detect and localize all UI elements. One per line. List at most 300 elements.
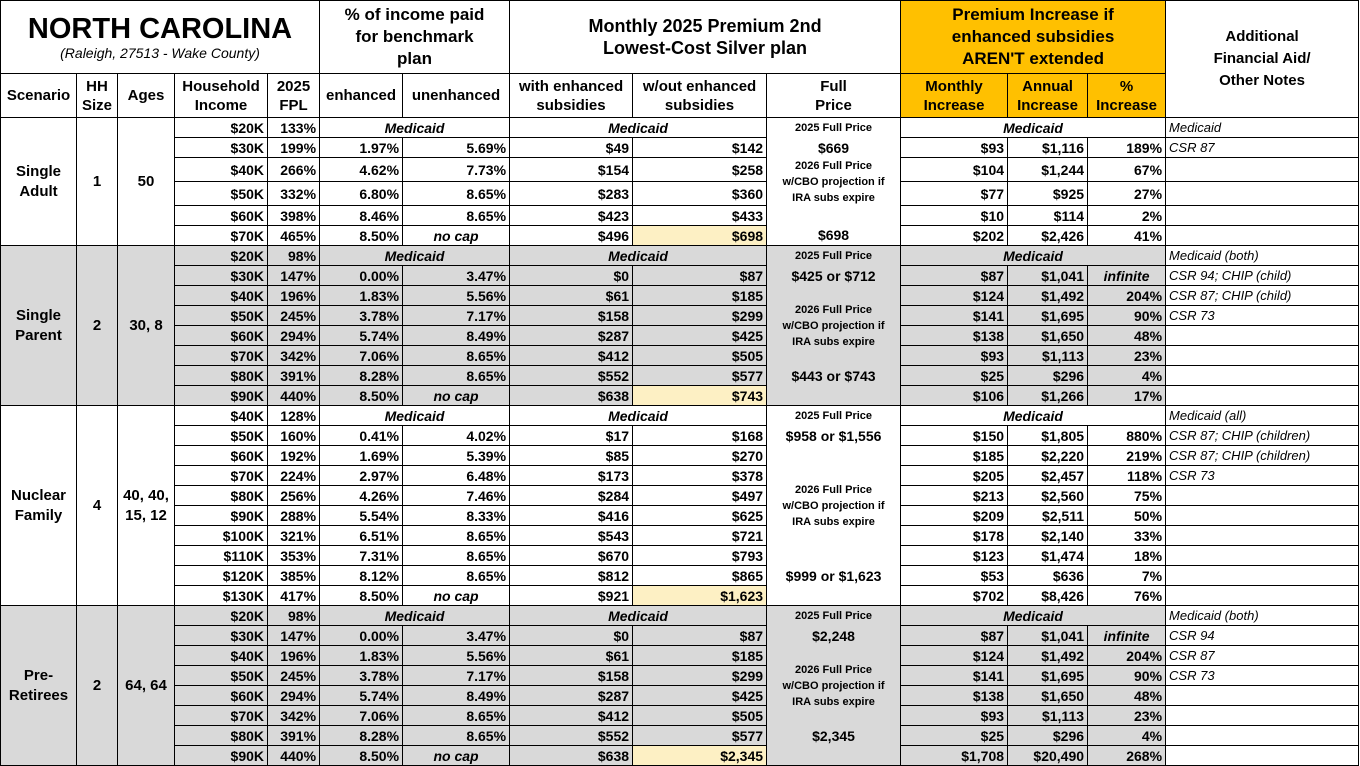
fpl-percent: 128% [268,406,320,426]
household-income: $20K [175,246,268,266]
unenhanced-pct: 8.33% [403,506,510,526]
annual-increase: $1,695 [1008,666,1088,686]
monthly-increase: $702 [901,586,1008,606]
note-cell: CSR 87; CHIP (children) [1166,426,1359,446]
location-subtitle: (Raleigh, 27513 - Wake County) [60,45,260,61]
household-income: $40K [175,406,268,426]
premium-without-enhanced: $625 [633,506,767,526]
table-row [1,566,1359,586]
premium-without-enhanced: $378 [633,466,767,486]
fpl-percent: 196% [268,286,320,306]
annual-increase: $636 [1008,566,1088,586]
col-hh-size: HH Size [77,74,118,118]
col-scenario: Scenario [1,74,77,118]
note-cell: CSR 87 [1166,646,1359,666]
full-price-2026-value: $999 or $1,623 [767,566,901,586]
unenhanced-pct: 3.47% [403,626,510,646]
unenhanced-pct: 8.65% [403,546,510,566]
enhanced-pct: 5.74% [320,326,403,346]
fpl-percent: 321% [268,526,320,546]
premium-without-enhanced: $142 [633,138,767,158]
medicaid-label: Medicaid [320,606,510,626]
household-income: $70K [175,346,268,366]
note-cell: CSR 94; CHIP (child) [1166,266,1359,286]
fpl-percent: 440% [268,746,320,766]
unenhanced-pct: 7.46% [403,486,510,506]
col-enhanced: enhanced [320,74,403,118]
table-row [1,666,1359,686]
full-price-2026-label: 2026 Full Price w/CBO projection if IRA subs expire [767,646,901,726]
household-income: $80K [175,486,268,506]
enhanced-pct: 7.06% [320,346,403,366]
premium-without-enhanced: $698 [633,226,767,246]
household-income: $90K [175,506,268,526]
unenhanced-pct: no cap [403,386,510,406]
monthly-increase: $202 [901,226,1008,246]
household-income: $70K [175,226,268,246]
premium-with-enhanced: $158 [510,306,633,326]
premium-with-enhanced: $670 [510,546,633,566]
col-unenhanced: unenhanced [403,74,510,118]
table-row [1,466,1359,486]
note-cell [1166,326,1359,346]
unenhanced-pct: 8.65% [403,726,510,746]
ages: 50 [118,118,175,246]
premium-without-enhanced: $865 [633,566,767,586]
enhanced-pct: 6.80% [320,182,403,206]
enhanced-pct: 0.41% [320,426,403,446]
table-row [1,366,1359,386]
fpl-percent: 245% [268,306,320,326]
enhanced-pct: 8.46% [320,206,403,226]
table-row [1,506,1359,526]
scenario-label: Nuclear Family [1,406,77,606]
fpl-percent: 192% [268,446,320,466]
pct-increase: 880% [1088,426,1166,446]
fpl-percent: 147% [268,626,320,646]
premium-with-enhanced: $173 [510,466,633,486]
table-row [1,486,1359,506]
unenhanced-pct: 5.39% [403,446,510,466]
annual-increase: $2,140 [1008,526,1088,546]
unenhanced-pct: no cap [403,586,510,606]
premium-with-enhanced: $0 [510,266,633,286]
fpl-percent: 332% [268,182,320,206]
unenhanced-pct: no cap [403,746,510,766]
note-cell: CSR 87 [1166,138,1359,158]
enhanced-pct: 1.83% [320,646,403,666]
household-income: $60K [175,206,268,226]
fpl-percent: 160% [268,426,320,446]
full-price-2026-value [767,746,901,766]
household-income: $70K [175,706,268,726]
premium-without-enhanced: $185 [633,646,767,666]
unenhanced-pct: 8.65% [403,346,510,366]
col-ages: Ages [118,74,175,118]
pct-increase: 219% [1088,446,1166,466]
pct-increase: 189% [1088,138,1166,158]
unenhanced-pct: 8.65% [403,366,510,386]
monthly-increase: $138 [901,326,1008,346]
monthly-increase: $1,708 [901,746,1008,766]
annual-increase: $1,244 [1008,158,1088,182]
medicaid-label: Medicaid [901,118,1166,138]
note-cell [1166,506,1359,526]
premium-with-enhanced: $812 [510,566,633,586]
table-row [1,626,1359,646]
enhanced-pct: 8.50% [320,586,403,606]
pct-increase: 27% [1088,182,1166,206]
fpl-percent: 147% [268,266,320,286]
col-with-enhanced: with enhanced subsidies [510,74,633,118]
pct-increase: 50% [1088,506,1166,526]
table-row [1,326,1359,346]
note-cell [1166,158,1359,182]
premium-without-enhanced: $270 [633,446,767,466]
unenhanced-pct: 3.47% [403,266,510,286]
table-row [1,526,1359,546]
note-cell [1166,686,1359,706]
note-cell: CSR 94 [1166,626,1359,646]
premium-without-enhanced: $505 [633,706,767,726]
enhanced-pct: 7.06% [320,706,403,726]
unenhanced-pct: 8.65% [403,566,510,586]
premium-without-enhanced: $360 [633,182,767,206]
household-income: $40K [175,646,268,666]
monthly-increase: $10 [901,206,1008,226]
enhanced-pct: 4.62% [320,158,403,182]
pct-increase: 33% [1088,526,1166,546]
col-full-price: Full Price [767,74,901,118]
note-cell: Medicaid [1166,118,1359,138]
col-income: Household Income [175,74,268,118]
pct-increase: infinite [1088,626,1166,646]
fpl-percent: 256% [268,486,320,506]
fpl-percent: 224% [268,466,320,486]
full-price-2026-value [767,386,901,406]
fpl-percent: 196% [268,646,320,666]
table-row [1,546,1359,566]
annual-increase: $1,492 [1008,646,1088,666]
scenario-label: Single Parent [1,246,77,406]
annual-increase: $2,511 [1008,506,1088,526]
full-price-2025-value: $958 or $1,556 [767,426,901,446]
unenhanced-pct: 7.17% [403,666,510,686]
household-income: $50K [175,426,268,446]
medicaid-label: Medicaid [901,606,1166,626]
note-cell [1166,226,1359,246]
household-income: $80K [175,726,268,746]
medicaid-label: Medicaid [510,406,767,426]
premium-with-enhanced: $496 [510,226,633,246]
premium-with-enhanced: $543 [510,526,633,546]
full-price-2025-label: 2025 Full Price [767,246,901,266]
note-cell [1166,366,1359,386]
medicaid-label: Medicaid [510,246,767,266]
premium-without-enhanced: $168 [633,426,767,446]
medicaid-label: Medicaid [320,246,510,266]
premium-without-enhanced: $425 [633,686,767,706]
monthly-increase: $87 [901,626,1008,646]
premium-without-enhanced: $577 [633,726,767,746]
full-price-2025-label: 2025 Full Price [767,118,901,138]
enhanced-pct: 0.00% [320,266,403,286]
monthly-increase: $141 [901,306,1008,326]
unenhanced-pct: 8.49% [403,686,510,706]
household-income: $120K [175,566,268,586]
household-income: $50K [175,182,268,206]
table-row [1,706,1359,726]
full-price-2026-label: 2026 Full Price w/CBO projection if IRA subs expire [767,446,901,566]
household-income: $50K [175,306,268,326]
unenhanced-pct: 8.65% [403,206,510,226]
annual-increase: $1,041 [1008,626,1088,646]
monthly-increase: $150 [901,426,1008,446]
household-income: $60K [175,686,268,706]
annual-increase: $1,266 [1008,386,1088,406]
monthly-increase: $209 [901,506,1008,526]
household-income: $40K [175,158,268,182]
unenhanced-pct: 6.48% [403,466,510,486]
household-income: $90K [175,386,268,406]
household-income: $70K [175,466,268,486]
pct-increase: 7% [1088,566,1166,586]
hh-size: 2 [77,246,118,406]
ages: 40, 40, 15, 12 [118,406,175,606]
premium-with-enhanced: $287 [510,326,633,346]
fpl-percent: 199% [268,138,320,158]
full-price-2026-value: $2,345 [767,726,901,746]
pct-increase: 90% [1088,666,1166,686]
unenhanced-pct: 8.65% [403,182,510,206]
full-price-2026-value [767,586,901,606]
premium-without-enhanced: $299 [633,666,767,686]
unenhanced-pct: 5.56% [403,646,510,666]
table-row [1,726,1359,746]
enhanced-pct: 1.69% [320,446,403,466]
scenario-label: Single Adult [1,118,77,246]
table-row [1,206,1359,226]
annual-increase: $1,113 [1008,706,1088,726]
premium-with-enhanced: $61 [510,286,633,306]
monthly-increase: $213 [901,486,1008,506]
unenhanced-pct: no cap [403,226,510,246]
hh-size: 2 [77,606,118,766]
table-row [1,138,1359,158]
fpl-percent: 266% [268,158,320,182]
full-price-2026-label: 2026 Full Price w/CBO projection if IRA subs expire [767,158,901,206]
premium-with-enhanced: $17 [510,426,633,446]
premium-without-enhanced: $1,623 [633,586,767,606]
ages: 30, 8 [118,246,175,406]
annual-increase: $2,426 [1008,226,1088,246]
note-cell: Medicaid (all) [1166,406,1359,426]
premium-without-enhanced: $185 [633,286,767,306]
monthly-increase: $141 [901,666,1008,686]
fpl-percent: 417% [268,586,320,606]
premium-with-enhanced: $921 [510,586,633,606]
table-row [1,246,1359,266]
household-income: $80K [175,366,268,386]
premium-without-enhanced: $577 [633,366,767,386]
premium-without-enhanced: $425 [633,326,767,346]
premium-with-enhanced: $154 [510,158,633,182]
household-income: $40K [175,286,268,306]
table-row [1,646,1359,666]
premium-with-enhanced: $284 [510,486,633,506]
premium-with-enhanced: $49 [510,138,633,158]
annual-increase: $1,805 [1008,426,1088,446]
annual-increase: $1,650 [1008,686,1088,706]
pct-increase: 76% [1088,586,1166,606]
table-row [1,686,1359,706]
annual-increase: $1,116 [1008,138,1088,158]
monthly-increase: $104 [901,158,1008,182]
note-cell [1166,746,1359,766]
monthly-increase: $106 [901,386,1008,406]
fpl-percent: 288% [268,506,320,526]
col-without-enhanced: w/out enhanced subsidies [633,74,767,118]
pct-income-header: % of income paid for benchmark plan [320,1,510,74]
household-income: $30K [175,626,268,646]
household-income: $20K [175,118,268,138]
monthly-increase: $185 [901,446,1008,466]
premium-with-enhanced: $638 [510,386,633,406]
household-income: $60K [175,326,268,346]
enhanced-pct: 5.54% [320,506,403,526]
premium-with-enhanced: $638 [510,746,633,766]
annual-increase: $1,695 [1008,306,1088,326]
enhanced-pct: 1.97% [320,138,403,158]
medicaid-label: Medicaid [320,118,510,138]
note-cell: CSR 73 [1166,466,1359,486]
note-cell [1166,182,1359,206]
premium-with-enhanced: $412 [510,346,633,366]
note-cell [1166,706,1359,726]
enhanced-pct: 8.12% [320,566,403,586]
annual-increase: $1,474 [1008,546,1088,566]
household-income: $90K [175,746,268,766]
monthly-increase: $53 [901,566,1008,586]
table-row [1,158,1359,182]
monthly-increase: $205 [901,466,1008,486]
monthly-increase: $93 [901,138,1008,158]
table-row [1,182,1359,206]
pct-increase: 2% [1088,206,1166,226]
enhanced-pct: 3.78% [320,666,403,686]
unenhanced-pct: 8.65% [403,706,510,726]
enhanced-pct: 8.50% [320,386,403,406]
premium-with-enhanced: $85 [510,446,633,466]
household-income: $30K [175,138,268,158]
pct-increase: 23% [1088,706,1166,726]
full-price-2026-value [767,206,901,226]
unenhanced-pct: 4.02% [403,426,510,446]
fpl-percent: 465% [268,226,320,246]
full-price-2026-value: $698 [767,226,901,246]
monthly-increase: $138 [901,686,1008,706]
household-income: $130K [175,586,268,606]
annual-increase: $296 [1008,366,1088,386]
monthly-premium-header: Monthly 2025 Premium 2nd Lowest-Cost Silver plan [510,1,901,74]
hh-size: 1 [77,118,118,246]
fpl-percent: 294% [268,326,320,346]
medicaid-label: Medicaid [901,406,1166,426]
full-price-2025-label: 2025 Full Price [767,606,901,626]
table-row [1,226,1359,246]
premium-increase-header: Premium Increase if enhanced subsidies AREN'T extended [901,1,1166,74]
fpl-percent: 353% [268,546,320,566]
premium-without-enhanced: $258 [633,158,767,182]
note-cell [1166,346,1359,366]
fpl-percent: 98% [268,606,320,626]
pct-increase: 268% [1088,746,1166,766]
annual-increase: $1,492 [1008,286,1088,306]
premium-without-enhanced: $299 [633,306,767,326]
premium-with-enhanced: $552 [510,366,633,386]
pct-increase: 118% [1088,466,1166,486]
table-row [1,118,1359,138]
table-row [1,286,1359,306]
premium-with-enhanced: $287 [510,686,633,706]
notes-header: Additional Financial Aid/ Other Notes [1166,1,1359,118]
annual-increase: $114 [1008,206,1088,226]
premium-without-enhanced: $505 [633,346,767,366]
fpl-percent: 385% [268,566,320,586]
unenhanced-pct: 8.49% [403,326,510,346]
col-monthly-increase: Monthly Increase [901,74,1008,118]
fpl-percent: 440% [268,386,320,406]
annual-increase: $1,041 [1008,266,1088,286]
annual-increase: $8,426 [1008,586,1088,606]
medicaid-label: Medicaid [510,606,767,626]
fpl-percent: 98% [268,246,320,266]
full-price-2025-value: $669 [767,138,901,158]
premium-without-enhanced: $87 [633,626,767,646]
enhanced-pct: 5.74% [320,686,403,706]
table-row [1,406,1359,426]
pct-increase: 48% [1088,326,1166,346]
fpl-percent: 342% [268,706,320,726]
table-row [1,266,1359,286]
premium-with-enhanced: $61 [510,646,633,666]
full-price-2025-label: 2025 Full Price [767,406,901,426]
unenhanced-pct: 8.65% [403,526,510,546]
monthly-increase: $178 [901,526,1008,546]
enhanced-pct: 4.26% [320,486,403,506]
annual-increase: $925 [1008,182,1088,206]
annual-increase: $2,560 [1008,486,1088,506]
enhanced-pct: 8.28% [320,726,403,746]
table-row [1,446,1359,466]
col-pct-increase: % Increase [1088,74,1166,118]
scenario-label: Pre- Retirees [1,606,77,766]
unenhanced-pct: 5.56% [403,286,510,306]
note-cell [1166,726,1359,746]
household-income: $20K [175,606,268,626]
note-cell: CSR 87; CHIP (children) [1166,446,1359,466]
table-row [1,346,1359,366]
pct-increase: 90% [1088,306,1166,326]
full-price-2025-value: $425 or $712 [767,266,901,286]
premium-without-enhanced: $793 [633,546,767,566]
premium-without-enhanced: $433 [633,206,767,226]
medicaid-label: Medicaid [320,406,510,426]
note-cell: CSR 73 [1166,306,1359,326]
monthly-increase: $124 [901,286,1008,306]
fpl-percent: 245% [268,666,320,686]
pct-increase: 18% [1088,546,1166,566]
